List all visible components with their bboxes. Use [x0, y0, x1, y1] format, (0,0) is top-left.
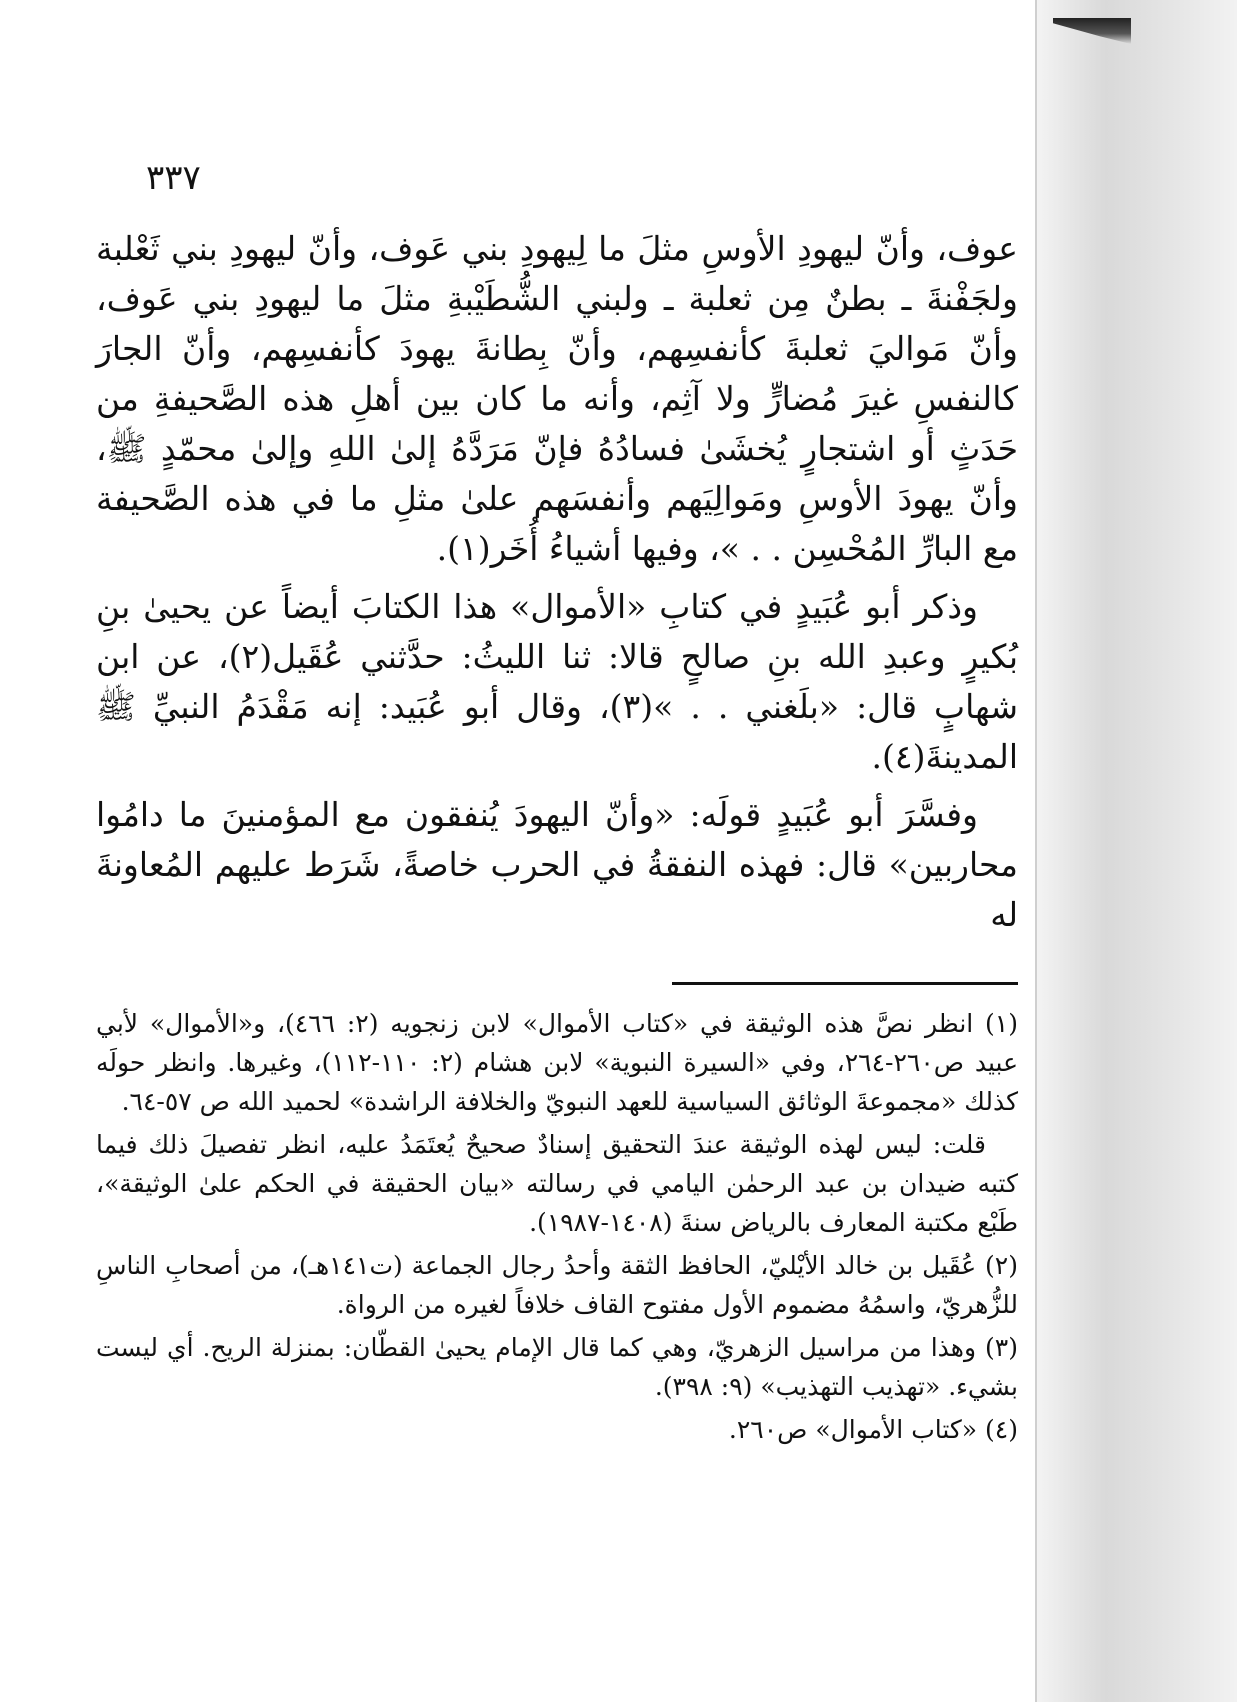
body-paragraph-3: وفسَّرَ أبو عُبَيدٍ قولَه: «وأنّ اليهودَ يُنفقون مع المؤمنينَ ما دامُوا محاربين» قال: فهذه النفقةُ في الحرب خاصةً، شَرَط عليهم المُعاونةَ له	[96, 795, 1018, 934]
body-paragraph-2: وذكر أبو عُبَيدٍ في كتابِ «الأموال» هذا الكتابَ أيضاً عن يحيىٰ بنِ بُكيرٍ وعبدِ الله بنِ صالحٍ قالا: ثنا الليثُ: حدَّثني عُقَيل(٢)، عن ابن شهابٍ قال: «بلَغني . . »(٣)، وقال أبو عُبَيد: إنه مَقْدَمُ النبيِّ ﷺ المدينةَ(٤).	[96, 587, 1019, 776]
body-paragraph-1: عوف، وأنّ ليهودِ الأوسِ مثلَ ما لِيهودِ بني عَوف، وأنّ ليهودِ بني ثَعْلبة ولجَفْنةَ ـ بطنٌ مِن ثعلبة ـ ولبني الشُّطَيْبةِ مثلَ ما ليهودِ بني عَوف، وأنّ مَواليَ ثعلبةَ كأنفسِهم، وأنّ بِطانةَ يهودَ كأنفسِهم، وأنّ الجارَ كالنفسِ غيرَ مُضارٍّ ولا آثِم، وأنه ما كان بين أهلِ هذه الصَّحيفةِ من حَدَثٍ أو اشتجارٍ يُخشَىٰ فسادُهُ فإنّ مَرَدَّهُ إلىٰ اللهِ وإلىٰ محمّدٍ ﷺ، وأنّ يهودَ الأوسِ ومَوالِيَهم وأنفسَهم علىٰ مثلِ ما في هذه الصَّحيفة مع البارِّ المُحْسِن . . »، وفيها أشياءُ أُخَر(١).	[96, 229, 1018, 568]
footnote-1-note: قلت: ليس لهذه الوثيقة عندَ التحقيق إسنادٌ صحيحٌ يُعتَمَدُ عليه، انظر تفصيلَ ذلك فيما كتبه ضيدان بن عبد الرحمٰن اليامي في رسالته «بيان الحقيقة في الحكم علىٰ الوثيقة»، طَبْع مكتبة المعارف بالرياض سنةَ (١٤٠٨-١٩٨٧).	[96, 1130, 1018, 1237]
footnote-3: (٣) وهذا من مراسيل الزهريّ، وهي كما قال الإمام يحيىٰ القطّان: بمنزلة الريح. أي ليست بشيء. «تهذيب التهذيب» (٩: ٣٩٨).	[96, 1333, 1018, 1401]
footnote-1: (١) انظر نصَّ هذه الوثيقة في «كتاب الأموال» لابن زنجويه (٢: ٤٦٦)، و«الأموال» لأبي عبيد ص٢٦٠-٢٦٤، وفي «السيرة النبوية» لابن هشام (٢: ١١٠-١١٢)، وغيرها. وانظر حولَه كذلك «مجموعةَ الوثائق السياسية للعهد النبويّ والخلافة الراشدة» لحميد الله ص ٥٧-٦٤.	[96, 1009, 1019, 1116]
footnote-4: (٤) «كتاب الأموال» ص٢٦٠.	[728, 1415, 1018, 1444]
page-edge-shadow	[1035, 0, 1237, 1702]
page-edge-line	[1035, 0, 1037, 1702]
footnote-separator	[672, 982, 1018, 985]
footnote-2: (٢) عُقَيل بن خالد الأيْليّ، الحافظ الثقة وأحدُ رجال الجماعة (ت١٤١هـ)، من أصحابِ الناسِ للزُّهريّ، واسمُهُ مضموم الأول مفتوح القاف خلافاً لغيره من الرواة.	[96, 1251, 1018, 1319]
main-body-text	[96, 224, 1018, 948]
footnotes-section	[96, 1004, 1018, 1453]
page-number: ٣٣٧	[146, 158, 201, 198]
